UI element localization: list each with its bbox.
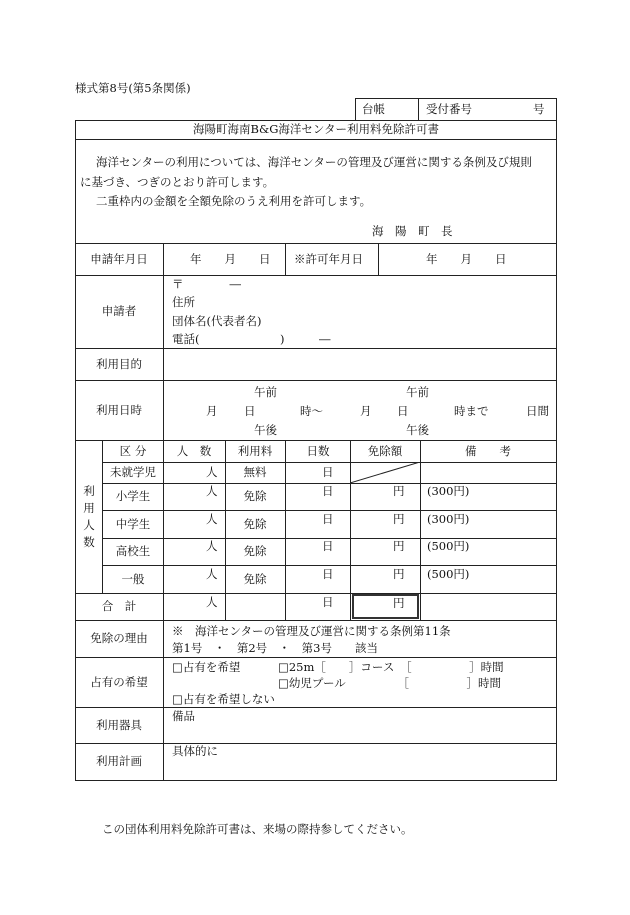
exemption-reason-line-1: ※ 海洋センターの管理及び運営に関する条例第11条: [172, 624, 451, 638]
phone-field: 電話( ) ―: [172, 332, 331, 346]
group-name-field: 団体名(代表者名): [172, 314, 262, 328]
postal-code-field: 〒 ―: [172, 277, 241, 291]
row-category: 高校生: [115, 544, 151, 558]
total-person-unit: 人: [206, 595, 218, 609]
header-category: 区 分: [119, 444, 147, 458]
row-person-unit: 人: [206, 484, 218, 498]
address-field: 住所: [172, 295, 195, 309]
permit-date-label: ※許可年月日: [294, 252, 363, 266]
receipt-number-unit: 号: [533, 102, 545, 116]
equipment-label: 利用器具: [96, 718, 142, 732]
ledger-label: 台帳: [362, 102, 385, 116]
header-count: 人 数: [176, 444, 212, 458]
row-person-unit: 人: [206, 512, 218, 526]
row-fee: 免除: [243, 544, 267, 558]
row-fee: 免除: [243, 489, 267, 503]
plan-label: 利用計画: [96, 754, 142, 768]
total-label: 合 計: [101, 599, 137, 613]
row-day-unit: 日: [322, 539, 334, 553]
occupancy-option-wish: □占有を希望: [172, 660, 241, 674]
header-exempt: 免除額: [367, 444, 403, 458]
total-exempt-double-frame: [352, 594, 419, 619]
diagonal-slash: [350, 462, 420, 483]
persons-side-label-2: 用: [83, 501, 95, 515]
row-day-unit: 日: [322, 512, 334, 526]
row-yen-unit: 円: [393, 567, 405, 581]
row-day-unit: 日: [322, 484, 334, 498]
equipment-value: 備品: [172, 709, 195, 723]
row-remarks: (300円): [427, 484, 470, 498]
row-person-unit: 人: [206, 567, 218, 581]
row-remarks: (500円): [427, 567, 470, 581]
occupancy-option-kids-pool: □幼児プール ［ ］時間: [278, 676, 502, 690]
row-fee: 免除: [243, 517, 267, 531]
row-day-unit: 日: [322, 567, 334, 581]
form-number: 様式第8号(第5条関係): [75, 81, 191, 95]
application-date-label: 申請年月日: [90, 252, 148, 266]
footer-note: この団体利用料免除許可書は、来場の際持参してください。: [102, 822, 413, 836]
header-days: 日数: [306, 444, 330, 458]
intro-line-2: に基づき、つぎのとおり許可します。: [80, 175, 275, 189]
end-am: 午前: [406, 385, 429, 399]
application-date-fields: 年 月 日: [190, 252, 271, 266]
row-yen-unit: 円: [393, 484, 405, 498]
row-category: 小学生: [115, 489, 151, 503]
row-person-unit: 人: [206, 465, 218, 479]
row-yen-unit: 円: [393, 512, 405, 526]
header-fee: 利用料: [237, 444, 273, 458]
row-remarks: (300円): [427, 512, 470, 526]
usage-datetime-label: 利用日時: [96, 403, 142, 417]
applicant-label: 申請者: [101, 304, 137, 318]
total-day-unit: 日: [322, 595, 334, 609]
intro-line-1: 海洋センターの利用については、海洋センターの管理及び運営に関する条例及び規則: [96, 155, 532, 169]
occupancy-option-25m: □25m［ ］コース ［ ］時間: [278, 660, 504, 674]
receipt-number-label: 受付番号: [426, 102, 472, 116]
end-pm: 午後: [406, 423, 429, 437]
signer: 海 陽 町 長: [372, 224, 453, 238]
end-day: 日: [397, 404, 409, 418]
occupancy-label: 占有の希望: [90, 675, 148, 689]
end-month: 月: [360, 404, 372, 418]
row-category: 未就学児: [110, 465, 156, 479]
start-am: 午前: [254, 385, 277, 399]
plan-value: 具体的に: [172, 744, 218, 758]
occupancy-option-no-wish: □占有を希望しない: [172, 692, 275, 706]
persons-side-label-4: 数: [83, 535, 95, 549]
persons-side-label-1: 利: [83, 484, 95, 498]
end-hour: 時まで: [454, 404, 489, 418]
persons-side-label-3: 人: [83, 518, 95, 532]
start-day: 日: [244, 404, 256, 418]
row-fee: 無料: [243, 465, 267, 479]
start-month: 月: [206, 404, 218, 418]
permit-date-fields: 年 月 日: [426, 252, 507, 266]
row-yen-unit: 円: [393, 539, 405, 553]
total-days: 日間: [526, 404, 549, 418]
row-fee: 免除: [243, 572, 267, 586]
row-category: 中学生: [115, 517, 151, 531]
intro-line-3: 二重枠内の金額を全額免除のうえ利用を許可します。: [96, 194, 372, 208]
header-remarks: 備 考: [465, 444, 511, 458]
total-yen-unit: 円: [393, 596, 405, 610]
exemption-reason-line-2: 第1号 ・ 第2号 ・ 第3号 該当: [172, 641, 378, 655]
row-category: 一般: [121, 572, 145, 586]
document-title: 海陽町海南B&G海洋センター利用料免除許可書: [193, 122, 439, 136]
exemption-reason-label: 免除の理由: [90, 631, 148, 645]
row-day-unit: 日: [322, 465, 334, 479]
row-person-unit: 人: [206, 539, 218, 553]
purpose-label: 利用目的: [96, 357, 142, 371]
row-remarks: (500円): [427, 539, 470, 553]
start-hour: 時～: [300, 404, 323, 418]
start-pm: 午後: [254, 423, 277, 437]
